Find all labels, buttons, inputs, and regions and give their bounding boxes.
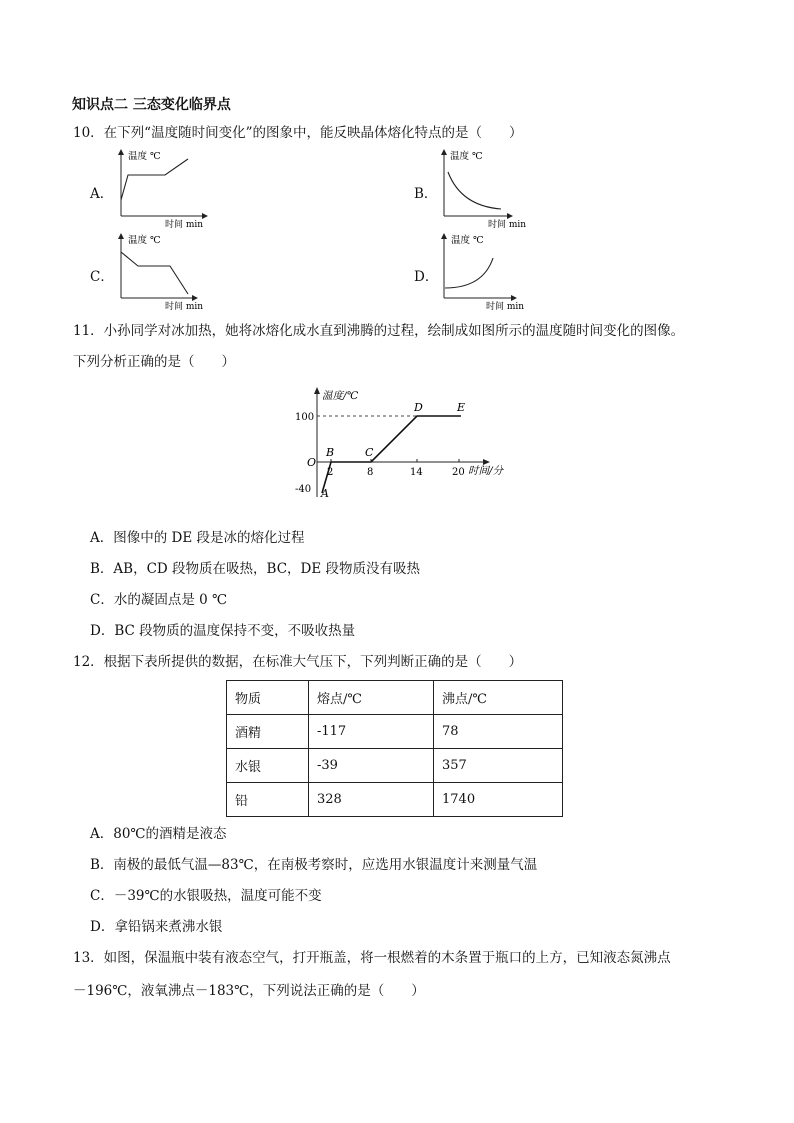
table-cell: -117 [309,715,434,749]
table-cell: 1740 [434,783,563,817]
q10-d-xlabel: 时间 min [486,302,525,312]
q11-xlabel: 时间/分 [468,465,504,477]
q11-xtick-2: 2 [327,467,334,478]
q11-point-a: A [321,487,329,500]
table-cell: 水银 [227,749,309,783]
table-cell: 铅 [227,783,309,817]
q11-ylabel: 温度/℃ [322,390,359,402]
q10-option-b-label: B． [414,186,438,202]
q10-option-a-graph [110,148,220,228]
q13-stem-line1: 13．如图，保温瓶中装有液态空气，打开瓶盖，将一根燃着的木条置于瓶口的上方，已知液态氮沸点 [73,950,671,966]
q10-option-c-graph [110,232,210,312]
q11-option-b: B．AB，CD 段物质在吸热，BC，DE 段物质没有吸热 [90,561,421,577]
table-row [227,783,563,817]
q11-point-b: B [326,446,335,459]
q11-ytick-100: 100 [295,412,315,423]
table-cell: 酒精 [227,715,309,749]
q10-option-d-graph [433,232,533,312]
q12-option-c: C．－39℃的水银吸热，温度可能不变 [90,888,322,904]
q11-xtick-14: 14 [410,467,423,478]
q10-option-a-label: A． [90,186,114,202]
q10-option-c-label: C． [90,269,114,285]
table-row [227,715,563,749]
q10-c-ylabel: 温度 ℃ [128,235,161,246]
q11-ytick-neg40: -40 [295,484,312,495]
q11-point-d: D [414,401,423,414]
q11-xtick-20: 20 [452,467,465,478]
table-header-cell: 熔点/℃ [309,681,434,715]
q12-stem: 12．根据下表所提供的数据，在标准大气压下，下列判断正确的是（ ） [73,654,523,670]
q12-option-a: A．80℃的酒精是液态 [90,826,227,842]
q10-b-ylabel: 温度 ℃ [450,151,483,162]
section-title: 知识点二 三态变化临界点 [72,97,231,113]
table-cell: -39 [309,749,434,783]
q12-option-d: D．拿铅锅来煮沸水银 [90,919,223,935]
q10-c-xlabel: 时间 min [165,302,204,312]
q11-option-a: A．图像中的 DE 段是冰的熔化过程 [90,530,305,546]
table-header-row [227,681,563,715]
q10-d-ylabel: 温度 ℃ [451,235,484,246]
q11-point-e: E [457,401,466,414]
q12-option-b: B．南极的最低气温—83℃，在南极考察时，应选用水银温度计来测量气温 [90,857,538,873]
q13-stem-line2: －196℃，液氧沸点－183℃，下列说法正确的是（ ） [73,983,425,999]
q11-origin: O [307,456,317,469]
q11-temperature-graph [285,385,515,503]
table-cell: 328 [309,783,434,817]
q11-point-c: C [365,446,374,459]
q12-data-table [226,680,563,817]
q11-stem-line1: 11．小孙同学对冰加热，她将冰熔化成水直到沸腾的过程，绘制成如图所示的温度随时间变化的图像。 [73,323,685,339]
q10-b-xlabel: 时间 min [488,220,527,228]
table-row [227,749,563,783]
q10-a-xlabel: 时间 min [165,220,204,228]
q10-stem: 10．在下列“温度随时间变化”的图象中，能反映晶体熔化特点的是（ ） [73,125,523,141]
q10-option-b-graph [433,148,533,228]
q10-option-d-label: D． [414,269,439,285]
q11-stem-line2: 下列分析正确的是（ ） [73,354,235,370]
q10-a-ylabel: 温度 ℃ [128,151,161,162]
table-header-cell: 沸点/℃ [434,681,563,715]
q11-xtick-8: 8 [367,467,374,478]
table-cell: 357 [434,749,563,783]
table-header-cell: 物质 [227,681,309,715]
q11-option-c: C．水的凝固点是 0 ℃ [90,592,228,608]
table-cell: 78 [434,715,563,749]
q11-option-d: D．BC 段物质的温度保持不变，不吸收热量 [90,623,356,639]
